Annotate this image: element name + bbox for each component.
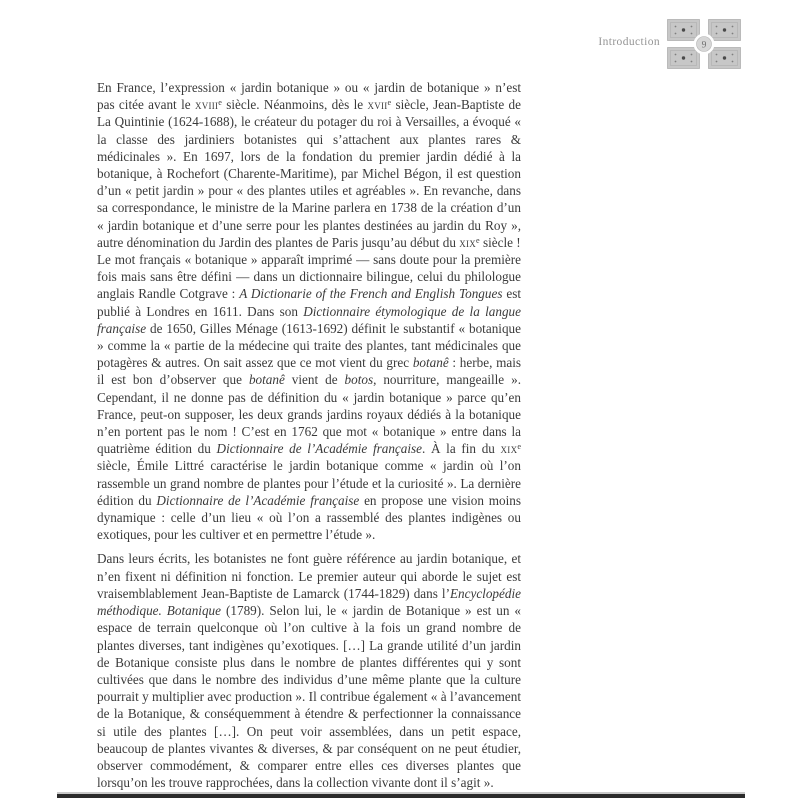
- text-column: [97, 79, 521, 791]
- paragraph-3: Dans leurs écrits, les botanistes ne font guère référence au jardin botanique, et n’en fixent ni définition ni fonction. Le premier auteur qui aborde le sujet est vraisemblablement Jean-Baptiste de Lamarck (1744-1829) dans l’Encyclopédie méthodique. Botanique (1789). Selon lui, le « jardin de Botanique » est un « espace de terrain quelconque où l’on cultive à la fois un grand nombre de plantes diverses, tant indigènes qu’exotiques. […] La grande utilité d’un jardin de Botanique consiste plus dans le nombre de plantes différentes qui y sont cultivées que dans le nombre des individus d’une même plante que la culture pourrait y multiplier avec production ». Il contribue également « à l’avancement de la Botanique, & conséquemment à étendre & perfectionner la connaissance si utile des plantes […]. On peut voir assemblées, dans un petit espace, beaucoup de plantes vivantes & diverses, & par conséquent on ne peut étudier, observer commodément, & comparer entre elles ces diverses plantes que lorsqu’on les trouve rapprochées, dans la collection vivante dont il s’agit ».: [97, 551, 522, 791]
- page-number: 9: [701, 40, 707, 51]
- paragraph-1: En France, l’expression « jardin botanique » ou « jardin de botanique » n’est pas citée avant le xviii$^e$ siècle. Néanmoins, dès le xvii$^e$ siècle, Jean-Baptiste de La Quintinie (1624-1688), le créateur du potager du roi à Versailles, a évoqué « la classe des jardiniers botanistes qui s’attachent aux plantes rares & médicinales ». En 1697, lors de la fondation du premier jardin dédié à la botanique, à Rochefort (Charente-Maritime), par Michel Bégon, il est question d’un « petit jardin » pour « des plantes utiles et agréables ». En revanche, dans sa correspondance, le ministre de la Marine parlera en 1738 de la création d’un « jardin botanique et d’une serre pour les plantes destinées au jardin du Roy », autre dénomination du Jardin des plantes de Paris jusqu’au début du xix$^e$ siècle !: [97, 80, 521, 250]
- running-header: [598, 17, 741, 71]
- page-edge-shadow: [57, 794, 745, 798]
- section-label: Introduction: [598, 36, 660, 48]
- paragraph-2: Le mot français « botanique » apparaît imprimé — sans doute pour la première fois mais sans être défini — dans un dictionnaire bilingue, celui du philologue anglais Randle Cotgrave : A Dictionarie of the French and English Tongues est publié à Londres en 1611. Dans son Dictionnaire étymologique de la langue française de 1650, Gilles Ménage (1613-1692) définit le substantif « botanique » comme la « partie de la médecine qui traite des plantes, tant médicinales que potagères & autres. On sait assez que ce mot vient du grec botanê : herbe, mais il est bon d’observer que botanê vient de botos, nourriture, mangeaille ». Cependant, il ne donne pas de définition du « jardin botanique » parce qu’en France, peut-on supposer, les deux grands jardins royaux dédiés à la botanique n’en portent pas le nom ! C’est en 1762 que mot « botanique » entre dans la quatrième édition du Dictionnaire de l’Académie française. À la fin du xix$^e$ siècle, Émile Littré caractérise le jardin botanique comme « jardin où l’on rassemble un grand nombre de plantes pour l’étude et la curiosité ». La dernière édition du Dictionnaire de l’Académie française en propose une vision moins dynamique : celle d’un lieu « où l’on a rassemblé des plantes indigènes ou exotiques, pour les cultiver et en permettre l’étude ».: [97, 252, 522, 543]
- garden-plan-ornament-icon: [667, 17, 741, 71]
- page-bottom-edge: [57, 792, 745, 798]
